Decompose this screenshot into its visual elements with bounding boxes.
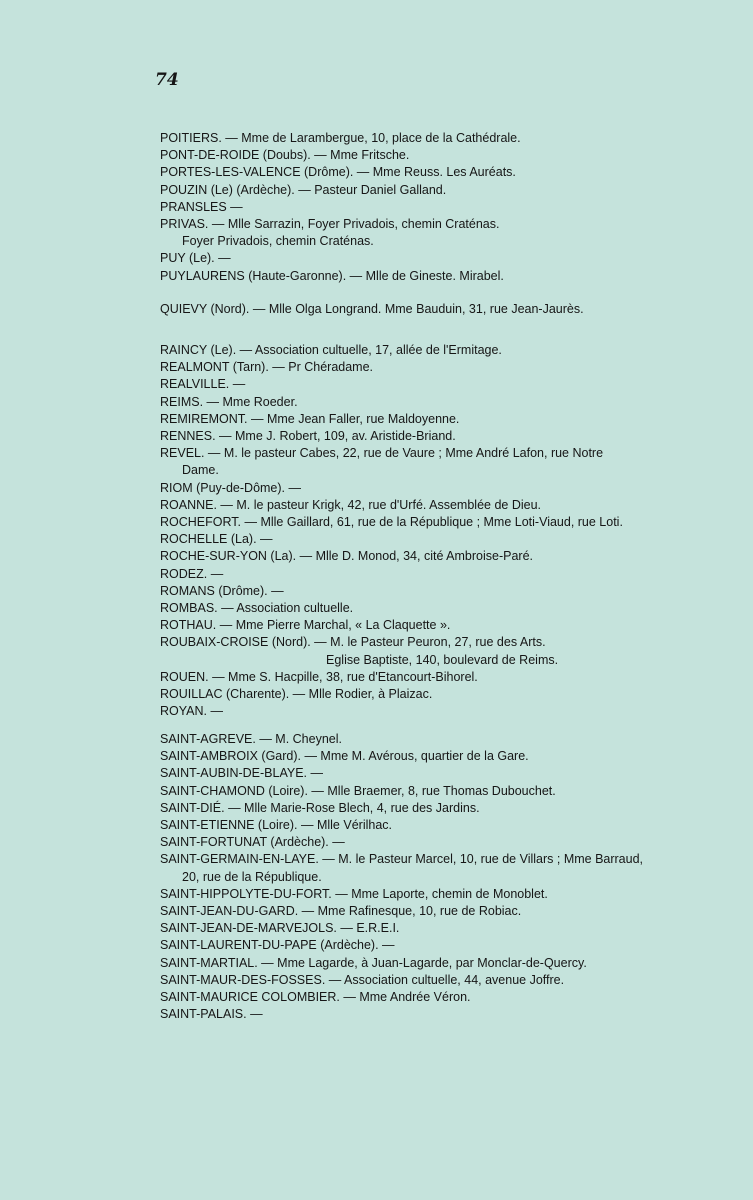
entry-line: ROMANS (Drôme). — [160,583,284,598]
entry-line: SAINT-FORTUNAT (Ardèche). — [160,835,345,850]
entry-line: SAINT-AMBROIX (Gard). — Mme M. Avérous, quartier de la Gare. [160,749,529,764]
page-number: 74 [155,70,179,90]
entry-continuation: Eglise Baptiste, 140, boulevard de Reims. [326,652,559,667]
entry-continuation: 20, rue de la République. [182,869,322,884]
entry-line: SAINT-MAURICE COLOMBIER. — Mme Andrée Véron. [160,990,471,1005]
entry-line: PORTES-LES-VALENCE (Drôme). — Mme Reuss. Les Auréats. [160,165,516,180]
section-r-entries [160,342,705,720]
entry-line: ROUBAIX-CROISE (Nord). — M. le Pasteur Peuron, 27, rue des Arts. [160,635,546,650]
entry-line: ROCHE-SUR-YON (La). — Mlle D. Monod, 34, cité Ambroise-Paré. [160,549,534,564]
section-p-entries [160,130,705,285]
entry-line: ROUEN. — Mme S. Hacpille, 38, rue d'Etancourt-Bihorel. [160,669,478,684]
section-q-entries [160,301,705,318]
entry-line: SAINT-PALAIS. — [160,1007,263,1022]
entry-line: SAINT-JEAN-DU-GARD. — Mme Rafinesque, 10, rue de Robiac. [160,904,522,919]
entry-line: ROANNE. — M. le pasteur Krigk, 42, rue d'Urfé. Assemblée de Dieu. [160,497,542,512]
entry-line: REIMS. — Mme Roeder. [160,394,298,409]
entry-line: PRANSLES — [160,199,243,214]
entry-line: SAINT-AUBIN-DE-BLAYE. — [160,766,323,781]
entry-line: SAINT-GERMAIN-EN-LAYE. — M. le Pasteur Marcel, 10, rue de Villars ; Mme Barraud, [160,852,644,867]
entry-line: ROYAN. — [160,704,223,719]
entry-line: REALMONT (Tarn). — Pr Chéradame. [160,360,374,375]
entry-line: ROUILLAC (Charente). — Mlle Rodier, à Plaizac. [160,687,433,702]
entry-line: SAINT-ETIENNE (Loire). — Mlle Vérilhac. [160,818,392,833]
entry-line: ROTHAU. — Mme Pierre Marchal, « La Claquette ». [160,618,451,633]
entry-line: SAINT-MARTIAL. — Mme Lagarde, à Juan-Lagarde, par Monclar-de-Quercy. [160,955,587,970]
entry-line: PRIVAS. — Mlle Sarrazin, Foyer Privadois, chemin Craténas. [160,217,500,232]
entry-line: ROCHELLE (La). — [160,532,273,547]
entry-line: REALVILLE. — [160,377,246,392]
entry-line: POUZIN (Le) (Ardèche). — Pasteur Daniel Galland. [160,182,447,197]
entry-line: SAINT-MAUR-DES-FOSSES. — Association cultuelle, 44, avenue Joffre. [160,972,565,987]
entry-line: REVEL. — M. le pasteur Cabes, 22, rue de Vaure ; Mme André Lafon, rue Notre [160,446,604,461]
entry-line: SAINT-DIÉ. — Mlle Marie-Rose Blech, 4, rue des Jardins. [160,800,480,815]
entry-continuation: Dame. [182,463,219,478]
entry-line: ROMBAS. — Association cultuelle. [160,601,354,616]
section-s-entries [160,731,705,1023]
entry-line: SAINT-AGREVE. — M. Cheynel. [160,732,342,746]
entry-line: POITIERS. — Mme de Larambergue, 10, place de la Cathédrale. [160,131,521,145]
entry-continuation: Foyer Privadois, chemin Craténas. [182,234,374,249]
entry-line: PONT-DE-ROIDE (Doubs). — Mme Fritsche. [160,148,410,163]
entry-line: RODEZ. — [160,566,224,581]
entry-line: RENNES. — Mme J. Robert, 109, av. Aristide-Briand. [160,429,456,444]
entry-line: PUYLAURENS (Haute-Garonne). — Mlle de Gineste. Mirabel. [160,268,504,283]
entry-line: RIOM (Puy-de-Dôme). — [160,480,301,495]
entry-line: ROCHEFORT. — Mlle Gaillard, 61, rue de la République ; Mme Loti-Viaud, rue Loti. [160,515,623,530]
entry-line: SAINT-LAURENT-DU-PAPE (Ardèche). — [160,938,395,953]
entry-line: SAINT-CHAMOND (Loire). — Mlle Braemer, 8, rue Thomas Dubouchet. [160,783,556,798]
entry-line: REMIREMONT. — Mme Jean Faller, rue Maldoyenne. [160,411,460,426]
entry-line: PUY (Le). — [160,251,231,266]
entry-line: SAINT-HIPPOLYTE-DU-FORT. — Mme Laporte, chemin de Monoblet. [160,886,548,901]
entry-line: QUIEVY (Nord). — Mlle Olga Longrand. Mme Bauduin, 31, rue Jean-Jaurès. [160,302,584,316]
entry-line: RAINCY (Le). — Association cultuelle, 17, allée de l'Ermitage. [160,343,502,357]
entry-line: SAINT-JEAN-DE-MARVEJOLS. — E.R.E.I. [160,921,400,936]
